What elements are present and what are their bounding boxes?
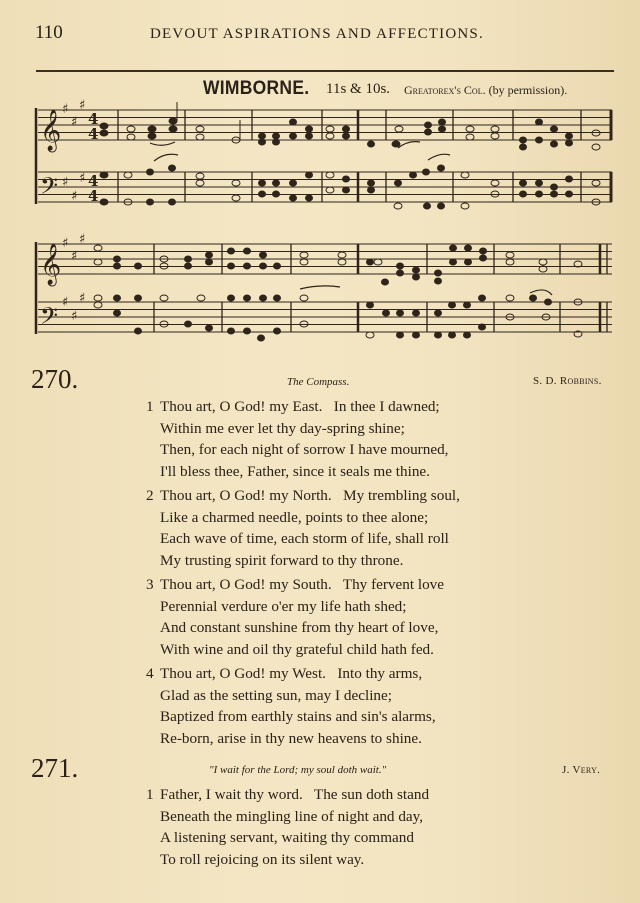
stanza-line-first [146,396,448,418]
hymn-title: The Compass. [287,376,350,388]
hymn-title: "I wait for the Lord; my soul doth wait." [209,764,387,776]
stanza-line: Then, for each night of sorrow I have mourned, [160,441,449,459]
tune-meter: 11s & 10s. [326,81,391,97]
stanza-line: Perennial verdure o'er my life hath shed; [160,597,407,615]
page-number: 110 [35,22,63,43]
stanza [146,396,448,482]
tune-source-note: (by permission). [488,83,568,97]
music-notation-graphic [0,95,640,365]
stanza [146,663,436,749]
stanza-line: To roll rejoicing on its silent way. [160,850,365,868]
hymn-author: J. Very. [562,764,601,776]
slurs [150,142,552,295]
svg-text:4: 4 [88,172,99,190]
stanza-line: Within me ever let thy day-spring shine; [160,419,405,437]
stanza-line-first [146,663,436,685]
tune-name: WIMBORNE. [203,78,310,99]
stanza [146,784,429,870]
stanza-number: 2 [146,487,154,504]
key-signature-sharps [62,98,85,324]
svg-text:♯: ♯ [79,98,86,113]
stanza-line: Father, I wait thy word. The sun doth stand [160,786,430,803]
svg-text:♯: ♯ [62,175,69,190]
stanza-line: A listening servant, waiting thy command [160,829,414,847]
stanza [146,574,444,660]
notes [94,102,600,341]
stanza-line: With wine and oil thy grateful child hath fed. [160,640,434,658]
staff-lines [38,110,612,332]
hymn-number: 271. [31,753,79,783]
svg-text:♯: ♯ [71,309,78,324]
stanza-line-first [146,574,444,596]
stanza-line: Thou art, O God! my South. Thy fervent love [160,576,445,593]
hymn-number: 270. [31,364,79,394]
time-signature [88,110,98,205]
svg-text:♯: ♯ [79,171,86,186]
stanza-number: 4 [146,665,154,682]
svg-text:4: 4 [88,125,99,143]
header-rule [36,70,614,72]
stanza-line: Glad as the setting sun, may I decline; [160,686,392,704]
stanza-line-first [146,784,429,806]
svg-text:4: 4 [88,110,99,128]
bass-clef-icon: 𝄢 [40,172,59,205]
tune-source-name: Greatorex's Col. [404,83,486,97]
stanza-line: My trusting spirit forward to thy throne. [160,551,404,569]
svg-text:4: 4 [88,187,99,205]
stanza-line: Thou art, O God! my East. In thee I dawned; [160,398,440,415]
svg-text:♯: ♯ [62,236,69,251]
music-score [0,95,640,365]
hymn-author: S. D. Robbins. [533,375,602,387]
stanza-line: And constant sunshine from thy heart of love, [160,619,439,637]
stanza-line-first [146,485,460,507]
svg-text:♯: ♯ [62,295,69,310]
treble-clef-icon: 𝄞 [40,110,62,151]
stanza-line: Re-born, arise in thy new heavens to shine. [160,729,422,747]
svg-text:♯: ♯ [71,189,78,204]
svg-text:𝄢: 𝄢 [40,302,59,335]
stanza-number: 1 [146,786,154,803]
stanza-line: Thou art, O God! my North. My trembling soul, [160,487,460,504]
svg-text:♯: ♯ [79,291,86,306]
svg-text:♯: ♯ [62,102,69,117]
stanza-line: Beneath the mingling line of night and day, [160,807,424,825]
running-head [0,22,640,46]
svg-text:♯: ♯ [79,232,86,247]
running-title: DEVOUT ASPIRATIONS AND AFFECTIONS. [150,26,484,42]
stanza [146,485,460,571]
stanza-line: Like a charmed needle, points to thee alone; [160,508,429,526]
stanza-line: Each wave of time, each storm of life, shall roll [160,530,449,548]
stanza-line: Baptized from earthly stains and sin's alarms, [160,708,436,726]
stanza-number: 3 [146,576,154,593]
stanza-number: 1 [146,398,154,415]
stanza-line: I'll bless thee, Father, since it seals me thine. [160,462,430,480]
svg-text:𝄞: 𝄞 [40,244,62,285]
svg-text:♯: ♯ [71,115,78,130]
stanza-line: Thou art, O God! my West. Into thy arms, [160,665,423,682]
svg-text:♯: ♯ [71,249,78,264]
